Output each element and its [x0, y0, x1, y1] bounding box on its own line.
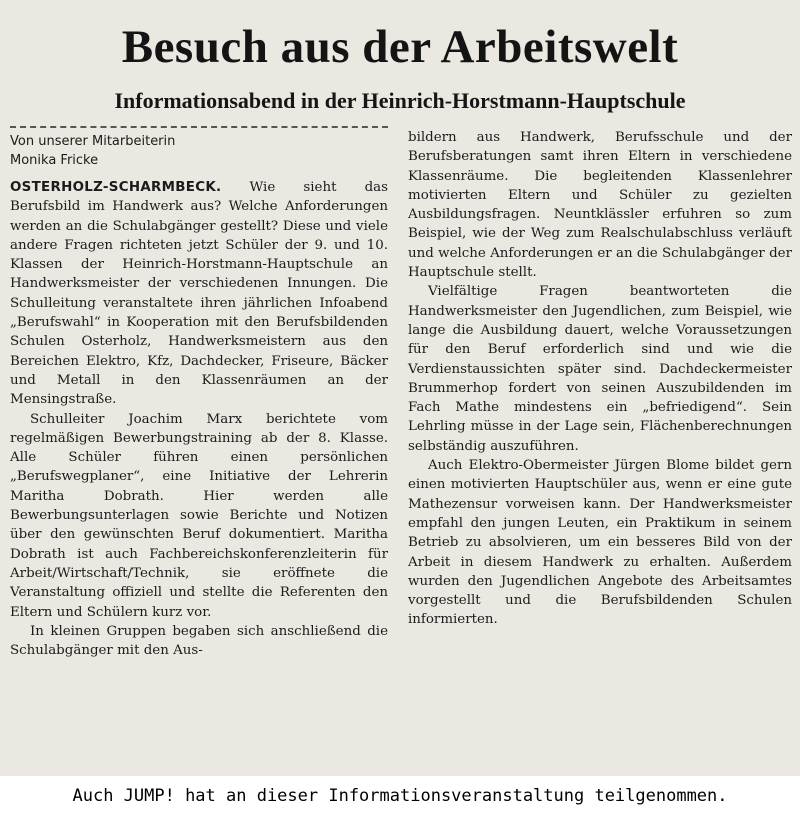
paragraph-1-text: Wie sieht das Berufsbild im Handwerk aus? Welche Anforderungen werden an die Schulabgänger gestellt? Diese und viele andere Fragen richteten jetzt Schüler der 9. und 10. Klassen der Heinrich-Horstmann-Hauptschule an Handwerksmeister der verschiedenen Innungen. Die Schulleitung veranstaltete ihren jährlichen Infoabend „Berufswahl“ in Kooperation mit den Berufsbildenden Schulen Osterholz, Handwerksmeistern aus den Bereichen Elektro, Kfz, Dachdecker, Friseure, Bäcker und Metall in den Klassenräumen an der Mensingstraße. — [10, 180, 388, 408]
image-caption: Auch JUMP! hat an dieser Informationsveranstaltung teilgenommen. — [72, 786, 728, 806]
paragraph-1 — [10, 178, 388, 410]
headline: Besuch aus der Arbeitswelt — [121, 21, 679, 73]
article-column-2 — [408, 128, 792, 630]
subheadline: Informationsabend in der Heinrich-Horstmann-Hauptschule — [114, 88, 686, 113]
byline — [10, 132, 388, 170]
byline-divider — [10, 126, 388, 128]
byline-line-1: Von unserer Mitarbeiterin — [10, 134, 176, 149]
paragraph-4: Vielfältige Fragen beantworteten die Handwerksmeister den Jugendlichen, zum Beispiel, wie lange die Ausbildung dauert, welche Voraussetzungen für den Beruf erforderlich sind und wie die Verdienstaussichten später sind. Dachdeckermeister Brummerhop fordert von seinen Auszubildenden im Fach Mathe mindestens ein „befriedigend“. Sein Lehrling müsse in der Lage sein, Flächenberechnungen selbständig auszuführen. — [408, 284, 792, 454]
paragraph-3-start: In kleinen Gruppen begaben sich anschließend die Schulabgänger mit den Aus- — [10, 623, 388, 659]
paragraph-3-continued: bildern aus Handwerk, Berufsschule und der Berufsberatungen samt ihren Eltern in verschiedene Klassenräume. Die begleitenden Klassenlehrer motivierten Eltern und Schüler zu gezielten Ausbildungsfragen. Neuntklässler erfuhren so zum Beispiel, wie der Weg zum Realschulabschluss verläuft und welche Anforderungen er an die Schulabgänger der Hauptschule stellt. — [408, 130, 792, 281]
paragraph-5: Auch Elektro-Obermeister Jürgen Blome bildet gern einen motivierten Hauptschüler aus, wenn er eine gute Mathezensur vorweisen kann. Der Handwerksmeister empfahl den jungen Leuten, ein Praktikum in seinem Betrieb zu absolvieren, um ein besseres Bild von der Arbeit in diesem Handwerk zu erhalten. Außerdem wurden den Jugendlichen Angebote des Arbeitsamtes vorgestellt und die Berufsbildenden Schulen informierten. — [408, 458, 792, 628]
dateline: OSTERHOLZ-SCHARMBECK. — [10, 180, 222, 195]
paragraph-2: Schulleiter Joachim Marx berichtete vom regelmäßigen Bewerbungstraining ab der 8. Klasse. Alle Schüler führen einen persönlichen „Berufswegplaner“, eine Initiative der Lehrerin Maritha Dobrath. Hier werden alle Bewerbungsunterlagen sowie Berichte und Notizen über den gewünschten Beruf dokumentiert. Maritha Dobrath ist auch Fachbereichskonferenzleiterin für Arbeit/Wirtschaft/Technik, sie eröffnete die Veranstaltung offiziell und stellte die Referenten den Eltern und Schülern kurz vor. — [10, 411, 388, 620]
byline-line-2: Monika Fricke — [10, 153, 99, 168]
article-column-1 — [10, 132, 388, 660]
